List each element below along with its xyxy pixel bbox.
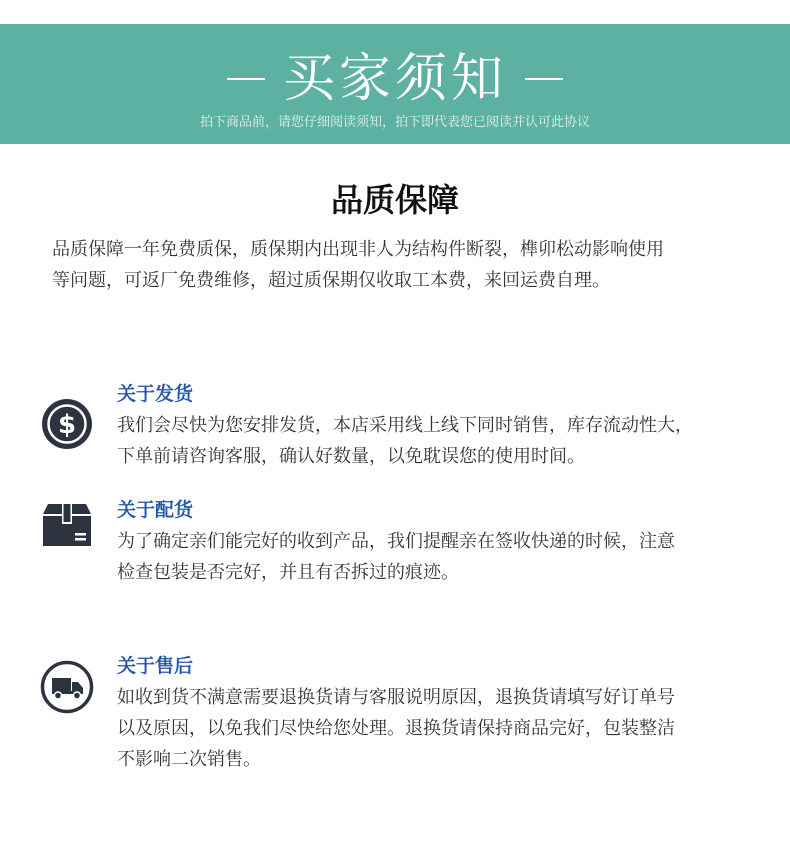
header-banner — [0, 24, 790, 144]
quality-text-line: 品质保障一年免费质保，质保期内出现非人为结构件断裂，榫卯松动影响使用 — [52, 239, 664, 260]
quality-title: 品质保障 — [330, 181, 459, 219]
packing-title: 关于配货 — [117, 499, 194, 521]
quality-text — [52, 234, 742, 296]
banner-left-divider — [227, 78, 265, 80]
packing-text — [117, 526, 757, 588]
svg-text:$: $ — [57, 410, 77, 440]
banner-title: 买家须知 — [282, 49, 507, 109]
shipping-text-line: 我们会尽快为您安排发货，本店采用线上线下同时销售，库存流动性大， — [117, 415, 693, 436]
package-box-icon — [42, 502, 92, 548]
packing-text-line: 为了确定亲们能完好的收到产品，我们提醒亲在签收快递的时候，注意 — [117, 531, 675, 552]
quality-text-line: 等问题，可返厂免费维修，超过质保期仅收取工本费，来回运费自理。 — [52, 270, 610, 291]
aftersales-text-line: 如收到货不满意需要退换货请与客服说明原因，退换货请填写好订单号 — [117, 687, 675, 708]
aftersales-text-line: 不影响二次销售。 — [117, 749, 261, 770]
dollar-coin-icon — [40, 397, 94, 451]
aftersales-title: 关于售后 — [117, 655, 194, 677]
shipping-text — [117, 410, 757, 472]
shipping-text-line: 下单前请咨询客服，确认好数量，以免耽误您的使用时间。 — [117, 446, 585, 467]
banner-subtitle: 拍下商品前，请您仔细阅读须知，拍下即代表您已阅读并认可此协议 — [199, 115, 590, 130]
banner-right-divider — [525, 78, 563, 80]
aftersales-text — [117, 682, 757, 775]
banner-title-row — [0, 44, 790, 114]
packing-text-line: 检查包装是否完好，并且有否拆过的痕迹。 — [117, 562, 459, 583]
shipping-title: 关于发货 — [117, 383, 194, 405]
delivery-truck-icon — [40, 660, 94, 714]
aftersales-text-line: 以及原因，以免我们尽快给您处理。退换货请保持商品完好，包装整洁 — [117, 718, 675, 739]
